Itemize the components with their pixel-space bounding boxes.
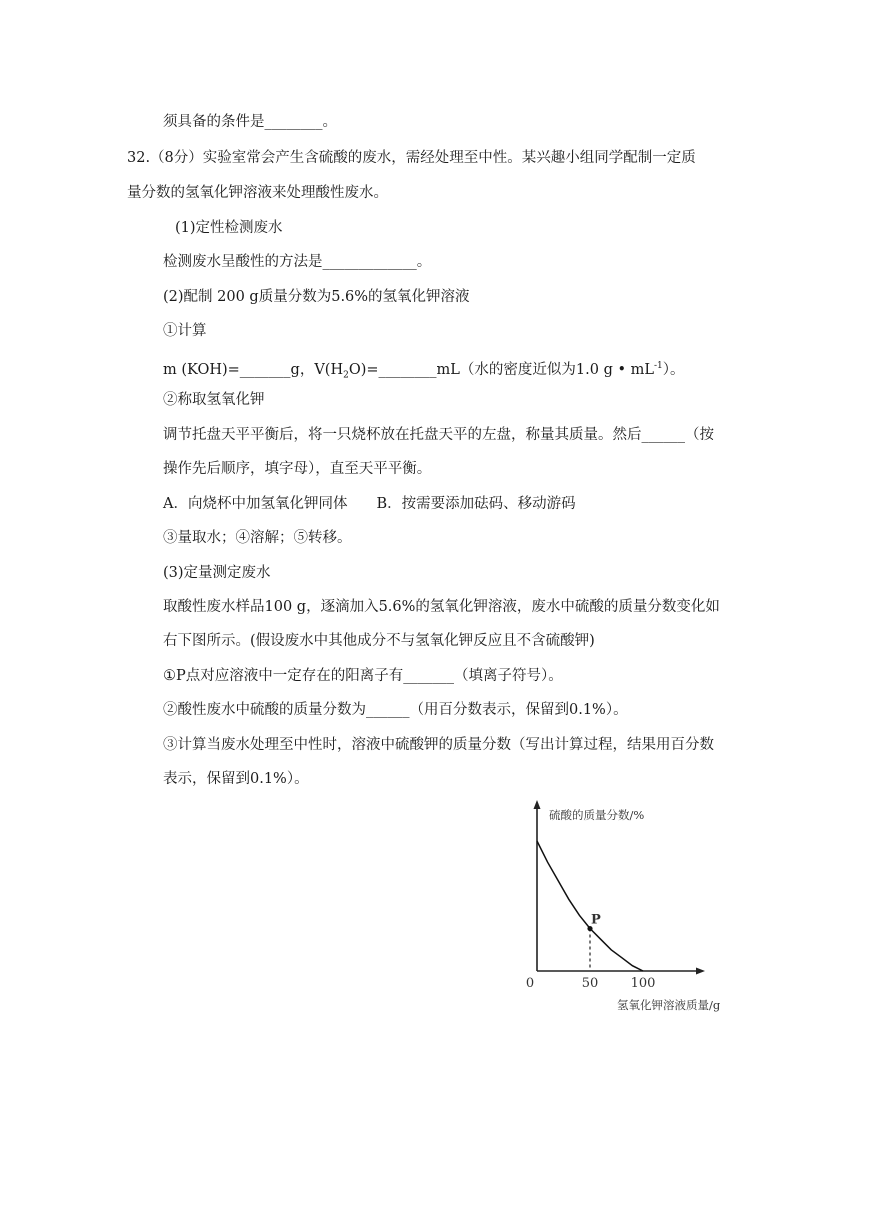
section-heading: (1)定性检测废水 <box>175 220 283 236</box>
text-line: ①计算 <box>163 323 207 339</box>
formula-part: ）。 <box>662 361 685 378</box>
x-axis-label: 氢氧化钾溶液质量/g <box>617 998 721 1012</box>
y-axis-label: 硫酸的质量分数/% <box>549 808 645 822</box>
text-line: 取酸性废水样品100 g，逐滴加入5.6%的氢氧化钾溶液，废水中硫酸的质量分数变化如 <box>163 599 720 615</box>
x-tick-label: 0 <box>525 976 535 991</box>
section-heading: (3)定量测定废水 <box>163 565 271 581</box>
text-line: 操作先后顺序，填字母），直至天平平衡。 <box>163 461 432 477</box>
text-line: 量分数的氢氧化钾溶液来处理酸性废水。 <box>127 185 388 201</box>
text-line: 须具备的条件是________。 <box>163 114 337 130</box>
point-p-label: P <box>591 912 601 928</box>
text-line: 右下图所示。(假设废水中其他成分不与氢氧化钾反应且不含硫酸钾) <box>163 633 595 649</box>
text-line <box>163 356 685 386</box>
x-axis <box>537 968 705 975</box>
text-line: ③计算当废水处理至中性时，溶液中硫酸钾的质量分数（写出计算过程，结果用百分数 <box>163 737 714 753</box>
formula-part: m (KOH)=_______g，V(H <box>163 361 344 378</box>
text-line: 检测废水呈酸性的方法是_____________。 <box>163 254 432 270</box>
x-tick-label: 100 <box>630 976 656 991</box>
text-line: ②酸性废水中硫酸的质量分数为______（用百分数表示，保留到0.1%）。 <box>163 702 628 718</box>
question-32-stem: 32.（8分）实验室常会产生含硫酸的废水，需经处理至中性。某兴趣小组同学配制一定质 <box>127 150 696 166</box>
y-axis <box>534 800 541 971</box>
subscript: 2 <box>343 370 349 381</box>
text-line: A．向烧杯中加氢氧化钾同体 B．按需要添加砝码、移动游码 <box>163 496 576 512</box>
superscript: -1 <box>654 361 663 371</box>
text-line: 表示，保留到0.1%）。 <box>163 771 309 787</box>
section-heading: (2)配制 200 g质量分数为5.6%的氢氧化钾溶液 <box>163 289 470 305</box>
text-line: 调节托盘天平平衡后，将一只烧杯放在托盘天平的左盘，称量其质量。然后______（按 <box>163 427 714 443</box>
text-line: ①P点对应溶液中一定存在的阳离子有_______（填离子符号）。 <box>163 668 563 684</box>
text-line: ②称取氢氧化钾 <box>163 392 265 408</box>
text-line: ③量取水；④溶解；⑤转移。 <box>163 530 352 546</box>
sulfuric-acid-chart <box>505 795 745 1015</box>
formula-part: O)=________mL（水的密度近似为1.0 g • mL <box>348 361 655 378</box>
data-series-curve <box>537 841 643 971</box>
x-tick-label: 50 <box>581 976 599 991</box>
